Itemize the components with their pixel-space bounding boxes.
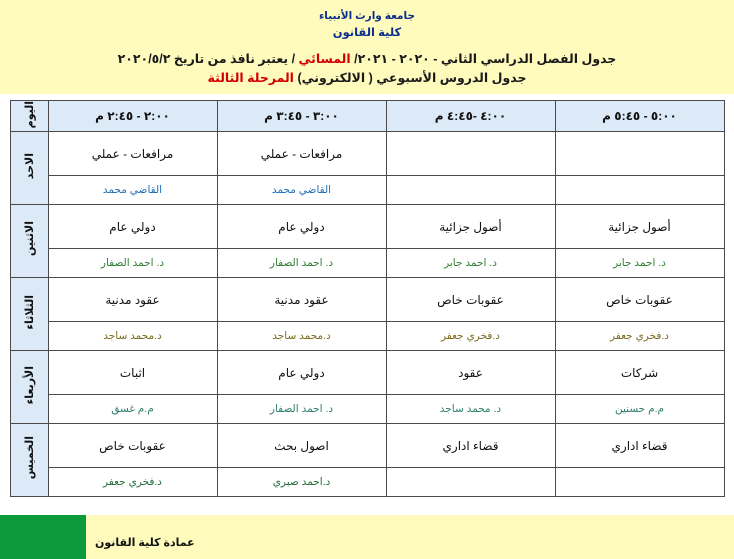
table-row: [10, 395, 724, 424]
subject-cell: عقوبات خاص: [386, 278, 555, 322]
subtitle-prefix: جدول الدروس الأسبوعي ( الالكتروني): [293, 71, 527, 85]
table-row: [10, 205, 724, 249]
teacher-cell: د. احمد الصفار: [217, 249, 386, 278]
table-header-row: [10, 101, 724, 132]
teacher-cell: د.فخري جعفر: [555, 322, 724, 351]
day-cell: [10, 424, 48, 497]
teacher-cell: د.محمد ساجد: [48, 322, 217, 351]
day-cell: [10, 132, 48, 205]
subtitle-stage: المرحلة الثالثة: [207, 71, 294, 85]
table-row: [10, 322, 724, 351]
document-header: [0, 0, 734, 94]
teacher-cell: [386, 468, 555, 497]
institution-block: [0, 8, 734, 41]
subject-cell: أصول جزائية: [386, 205, 555, 249]
subject-cell: اثبات: [48, 351, 217, 395]
day-label: الأربعاء: [23, 365, 36, 405]
teacher-cell: القاضي محمد: [48, 176, 217, 205]
subject-cell: أصول جزائية: [555, 205, 724, 249]
subject-cell: عقود مدنية: [48, 278, 217, 322]
teacher-cell: [386, 176, 555, 205]
subject-cell: قضاء اداري: [386, 424, 555, 468]
day-label: الثلاثاء: [23, 294, 36, 330]
day-cell: [10, 205, 48, 278]
day-column-header-label: اليوم: [23, 101, 36, 129]
day-label: الخميس: [23, 436, 36, 480]
teacher-cell: د.فخري جعفر: [48, 468, 217, 497]
table-row: [10, 468, 724, 497]
teacher-cell: د.محمد ساجد: [217, 322, 386, 351]
teacher-cell: د. محمد ساجد: [386, 395, 555, 424]
college-name: كلية القانون: [332, 27, 402, 39]
time-slot-header-4: ٢:٠٠ - ٢:٤٥ م: [48, 101, 217, 132]
subject-cell: [555, 132, 724, 176]
day-cell: [10, 278, 48, 351]
time-slot-header-1: ٥:٠٠ - ٥:٤٥ م: [555, 101, 724, 132]
day-cell: [10, 351, 48, 424]
teacher-cell: القاضي محمد: [217, 176, 386, 205]
schedule-subtitle: [0, 69, 734, 88]
teacher-cell: م.م حسنين: [555, 395, 724, 424]
time-slot-header-2: ٤:٠٠ -٤:٤٥ م: [386, 101, 555, 132]
subject-cell: عقود مدنية: [217, 278, 386, 322]
table-row: [10, 278, 724, 322]
subject-cell: مرافعات - عملي: [48, 132, 217, 176]
footer-green-block: [0, 515, 86, 559]
subject-cell: عقوبات خاص: [48, 424, 217, 468]
title-shift: المسائي: [298, 52, 351, 66]
table-row: [10, 176, 724, 205]
teacher-cell: [555, 176, 724, 205]
table-row: [10, 249, 724, 278]
subject-cell: عقود: [386, 351, 555, 395]
title-suffix: / يعتبر نافذ من تاريخ ٢٠٢٠/٥/٢: [117, 52, 299, 66]
title-prefix: جدول الفصل الدراسي الثاني - ٢٠٢٠ - ٢٠٢١/: [350, 52, 617, 66]
time-slot-header-3: ٣:٠٠ - ٣:٤٥ م: [217, 101, 386, 132]
subject-cell: دولي عام: [217, 205, 386, 249]
teacher-cell: د.احمد صبري: [217, 468, 386, 497]
university-name: جامعة وارث الأنبياء: [318, 10, 416, 22]
table-row: [10, 424, 724, 468]
table-row: [10, 132, 724, 176]
footer-label: عمادة كلية القانون: [95, 537, 195, 549]
table-row: [10, 351, 724, 395]
teacher-cell: د.فخري جعفر: [386, 322, 555, 351]
teacher-cell: [555, 468, 724, 497]
subject-cell: مرافعات - عملي: [217, 132, 386, 176]
subject-cell: شركات: [555, 351, 724, 395]
teacher-cell: د. احمد جابر: [555, 249, 724, 278]
teacher-cell: د. احمد جابر: [386, 249, 555, 278]
teacher-cell: م.م غسق: [48, 395, 217, 424]
day-label: الاحد: [23, 152, 36, 179]
document-footer: [0, 515, 734, 559]
teacher-cell: د. احمد الصفار: [48, 249, 217, 278]
day-column-header: [10, 101, 48, 132]
teacher-cell: د. احمد الصفار: [217, 395, 386, 424]
schedule-title: [0, 50, 734, 69]
day-label: الاثنين: [23, 221, 36, 257]
subject-cell: عقوبات خاص: [555, 278, 724, 322]
weekly-schedule-table: [10, 100, 725, 497]
subject-cell: قضاء اداري: [555, 424, 724, 468]
subject-cell: دولي عام: [217, 351, 386, 395]
subject-cell: اصول بحث: [217, 424, 386, 468]
subject-cell: دولي عام: [48, 205, 217, 249]
subject-cell: [386, 132, 555, 176]
